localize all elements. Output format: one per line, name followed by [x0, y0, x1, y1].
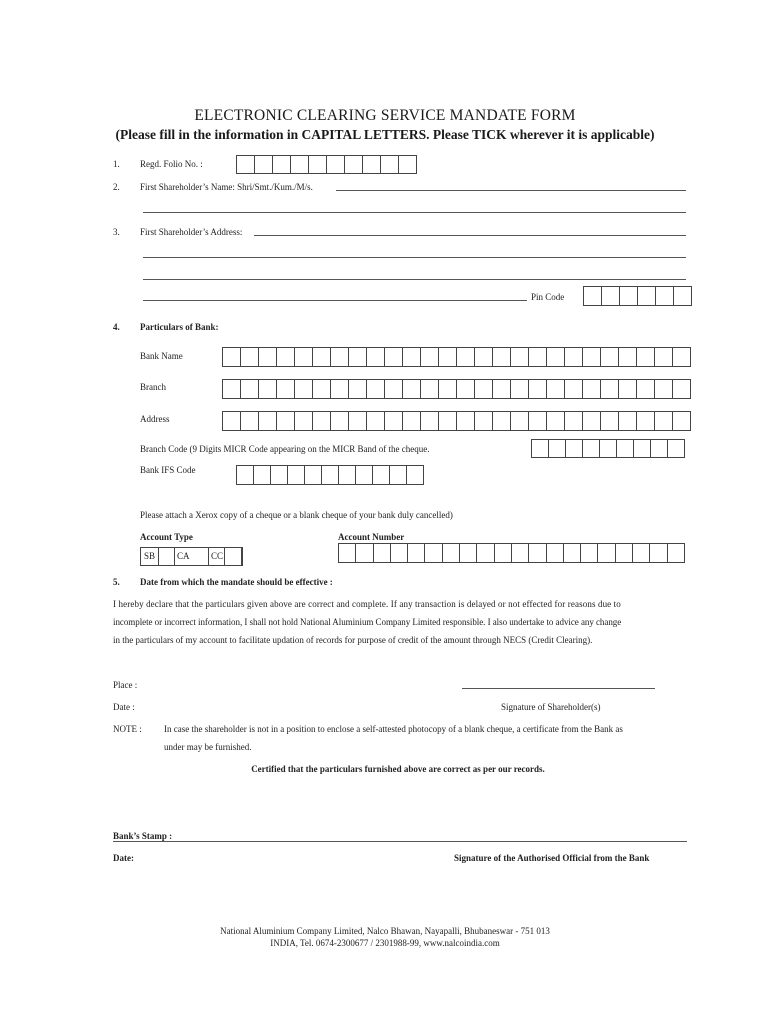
pin-code-input-box[interactable]: [601, 286, 620, 306]
bank-name-input-box[interactable]: [636, 347, 655, 367]
branch-input-box[interactable]: [672, 379, 691, 399]
bank-name-input-box[interactable]: [456, 347, 475, 367]
ifs-code-input-box[interactable]: [338, 465, 356, 485]
bank-name-input-box[interactable]: [492, 347, 511, 367]
branch-input-box[interactable]: [402, 379, 421, 399]
bank-name-input-box[interactable]: [276, 347, 295, 367]
bank-address-input-box[interactable]: [474, 411, 493, 431]
pin-code-input-box[interactable]: [637, 286, 656, 306]
folio-input[interactable]: [236, 155, 417, 174]
bank-address-input-box[interactable]: [582, 411, 601, 431]
bank-name-input-box[interactable]: [618, 347, 637, 367]
account-number-input-box[interactable]: [442, 543, 460, 563]
account-number-input-box[interactable]: [597, 543, 615, 563]
branch-input-box[interactable]: [240, 379, 259, 399]
bank-particulars-heading: Particulars of Bank:: [140, 322, 219, 332]
account-number-input-box[interactable]: [580, 543, 598, 563]
account-type-sb-checkbox[interactable]: [159, 548, 175, 565]
ifs-code-input-box[interactable]: [355, 465, 373, 485]
bank-address-input-box[interactable]: [546, 411, 565, 431]
declaration-line-2: incomplete or incorrect information, I shall not hold National Aluminium Company Limited responsible. I also undertake to advice any change: [113, 617, 622, 627]
bank-name-input-box[interactable]: [582, 347, 601, 367]
branch-input-box[interactable]: [312, 379, 331, 399]
micr-code-input-box[interactable]: [599, 439, 617, 458]
bank-name-input-box[interactable]: [312, 347, 331, 367]
account-type-ca-checkbox[interactable]: [192, 548, 209, 565]
pin-code-input-box[interactable]: [655, 286, 674, 306]
branch-input-box[interactable]: [384, 379, 403, 399]
bank-name-input-box[interactable]: [240, 347, 259, 367]
account-number-input-box[interactable]: [373, 543, 391, 563]
place-label: Place :: [113, 680, 138, 690]
bank-address-input-box[interactable]: [330, 411, 349, 431]
account-number-input[interactable]: [338, 543, 685, 563]
bank-certification-text: Certified that the particulars furnished above are correct as per our records.: [251, 764, 545, 774]
folio-input-box[interactable]: [254, 155, 273, 174]
item-number-2: 2.: [113, 182, 120, 192]
ifs-code-input[interactable]: [236, 465, 424, 485]
ifs-code-input-box[interactable]: [270, 465, 288, 485]
bank-address-input-box[interactable]: [492, 411, 511, 431]
item-number-1: 1.: [113, 159, 120, 169]
account-number-input-box[interactable]: [649, 543, 667, 563]
micr-code-input-box[interactable]: [548, 439, 566, 458]
branch-input-box[interactable]: [456, 379, 475, 399]
branch-input-box[interactable]: [510, 379, 529, 399]
bank-address-input-box[interactable]: [672, 411, 691, 431]
account-type-label: Account Type: [140, 532, 193, 542]
ifs-code-input-box[interactable]: [406, 465, 424, 485]
branch-input-box[interactable]: [618, 379, 637, 399]
bank-name-input-box[interactable]: [564, 347, 583, 367]
branch-input-box[interactable]: [294, 379, 313, 399]
ifs-code-input-box[interactable]: [372, 465, 390, 485]
branch-input-box[interactable]: [582, 379, 601, 399]
account-number-input-box[interactable]: [615, 543, 633, 563]
account-number-input-box[interactable]: [338, 543, 356, 563]
ifs-code-input-box[interactable]: [236, 465, 254, 485]
micr-code-input-box[interactable]: [531, 439, 549, 458]
folio-input-box[interactable]: [398, 155, 417, 174]
bank-address-input-box[interactable]: [564, 411, 583, 431]
account-number-input-box[interactable]: [667, 543, 685, 563]
branch-input-box[interactable]: [600, 379, 619, 399]
account-number-input-box[interactable]: [511, 543, 529, 563]
branch-input-box[interactable]: [366, 379, 385, 399]
bank-name-input-box[interactable]: [474, 347, 493, 367]
bank-address-input-box[interactable]: [600, 411, 619, 431]
account-number-input-box[interactable]: [476, 543, 494, 563]
account-number-input-box[interactable]: [355, 543, 373, 563]
bank-address-input-box[interactable]: [438, 411, 457, 431]
note-label: NOTE :: [113, 724, 142, 734]
ifs-code-input-box[interactable]: [287, 465, 305, 485]
attach-cheque-note: Please attach a Xerox copy of a cheque or a blank cheque of your bank duly cancelled): [140, 510, 453, 520]
bank-name-input-box[interactable]: [546, 347, 565, 367]
micr-code-input-box[interactable]: [633, 439, 651, 458]
branch-input-box[interactable]: [528, 379, 547, 399]
address-input-line-1[interactable]: [254, 235, 686, 236]
branch-input-box[interactable]: [438, 379, 457, 399]
bank-address-input-box[interactable]: [654, 411, 673, 431]
ifs-code-input-box[interactable]: [253, 465, 271, 485]
address-input-line-3[interactable]: [143, 279, 686, 280]
branch-input-box[interactable]: [564, 379, 583, 399]
account-number-input-box[interactable]: [424, 543, 442, 563]
bank-address-input-box[interactable]: [528, 411, 547, 431]
folio-input-box[interactable]: [290, 155, 309, 174]
branch-input-box[interactable]: [654, 379, 673, 399]
bank-address-input-box[interactable]: [402, 411, 421, 431]
branch-input-box[interactable]: [636, 379, 655, 399]
bank-address-input-box[interactable]: [276, 411, 295, 431]
pin-code-input-box[interactable]: [619, 286, 638, 306]
account-number-input-box[interactable]: [528, 543, 546, 563]
bank-name-input-box[interactable]: [420, 347, 439, 367]
bank-address-input-box[interactable]: [420, 411, 439, 431]
folio-input-box[interactable]: [344, 155, 363, 174]
bank-name-input-box[interactable]: [384, 347, 403, 367]
branch-label: Branch: [140, 382, 166, 392]
branch-input-box[interactable]: [330, 379, 349, 399]
pin-code-input[interactable]: [583, 286, 692, 306]
micr-code-input-box[interactable]: [650, 439, 668, 458]
branch-input-box[interactable]: [222, 379, 241, 399]
micr-code-input[interactable]: [531, 439, 685, 458]
account-number-input-box[interactable]: [407, 543, 425, 563]
bank-address-label: Address: [140, 414, 170, 424]
account-number-input-box[interactable]: [632, 543, 650, 563]
footer-contact: INDIA, Tel. 0674-2300677 / 2301988-99, www.nalcoindia.com: [270, 938, 500, 948]
bank-name-input-box[interactable]: [258, 347, 277, 367]
micr-code-input-box[interactable]: [582, 439, 600, 458]
name-label: First Shareholder’s Name: Shri/Smt./Kum./M/s.: [140, 182, 313, 192]
bank-name-input-box[interactable]: [348, 347, 367, 367]
ifs-code-input-box[interactable]: [321, 465, 339, 485]
bank-address-input-box[interactable]: [636, 411, 655, 431]
note-line-2: under may be furnished.: [164, 742, 252, 752]
bank-name-input-box[interactable]: [654, 347, 673, 367]
ifs-code-input-box[interactable]: [304, 465, 322, 485]
branch-input-box[interactable]: [348, 379, 367, 399]
bank-address-input-box[interactable]: [384, 411, 403, 431]
bank-official-signature-label: Signature of the Authorised Official from the Bank: [454, 853, 650, 863]
bank-address-input-box[interactable]: [222, 411, 241, 431]
bank-address-input-box[interactable]: [258, 411, 277, 431]
bank-name-input-box[interactable]: [294, 347, 313, 367]
footer-address: National Aluminium Company Limited, Nalco Bhawan, Nayapalli, Bhubaneswar - 751 013: [220, 926, 550, 936]
bank-address-input-box[interactable]: [618, 411, 637, 431]
account-number-input-box[interactable]: [546, 543, 564, 563]
folio-input-box[interactable]: [362, 155, 381, 174]
branch-input[interactable]: [222, 379, 691, 399]
bank-name-input-box[interactable]: [366, 347, 385, 367]
bank-name-input-box[interactable]: [600, 347, 619, 367]
bank-address-input-box[interactable]: [456, 411, 475, 431]
bank-address-input-box[interactable]: [510, 411, 529, 431]
account-number-input-box[interactable]: [563, 543, 581, 563]
pin-code-label: Pin Code: [531, 292, 565, 302]
shareholder-signature-line[interactable]: [462, 688, 655, 689]
address-input-line-4[interactable]: [143, 300, 527, 301]
account-number-input-box[interactable]: [459, 543, 477, 563]
branch-input-box[interactable]: [276, 379, 295, 399]
name-input-line-2[interactable]: [143, 212, 686, 213]
bank-name-input-box[interactable]: [330, 347, 349, 367]
date-label: Date :: [113, 702, 135, 712]
folio-input-box[interactable]: [380, 155, 399, 174]
folio-input-box[interactable]: [272, 155, 291, 174]
pin-code-input-box[interactable]: [583, 286, 602, 306]
form-subtitle: (Please fill in the information in CAPITAL LETTERS. Please TICK wherever it is applicable): [115, 127, 655, 142]
bank-stamp-line: [113, 841, 687, 842]
branch-input-box[interactable]: [492, 379, 511, 399]
folio-input-box[interactable]: [236, 155, 255, 174]
bank-name-input-box[interactable]: [222, 347, 241, 367]
account-type-sb-label: SB: [144, 551, 156, 561]
account-number-input-box[interactable]: [390, 543, 408, 563]
mandate-date-label: Date from which the mandate should be effective :: [140, 577, 333, 587]
ifs-code-label: Bank IFS Code: [140, 465, 196, 475]
address-label: First Shareholder’s Address:: [140, 227, 243, 237]
item-number-3: 3.: [113, 227, 120, 237]
item-number-5: 5.: [113, 577, 120, 587]
bank-address-input-box[interactable]: [312, 411, 331, 431]
bank-address-input-box[interactable]: [240, 411, 259, 431]
folio-input-box[interactable]: [326, 155, 345, 174]
account-number-label: Account Number: [338, 532, 405, 542]
declaration-line-1: I hereby declare that the particulars given above are correct and complete. If any transaction is delayed or not effected for reasons due to: [113, 599, 621, 609]
name-input-line-1[interactable]: [336, 190, 686, 191]
bank-address-input-box[interactable]: [348, 411, 367, 431]
bank-date-label: Date:: [113, 853, 134, 863]
shareholder-signature-label: Signature of Shareholder(s): [501, 702, 601, 712]
branch-input-box[interactable]: [258, 379, 277, 399]
declaration-line-3: in the particulars of my account to facilitate updation of records for purpose of credit of the amount through NECS (Credit Clearing).: [113, 635, 593, 645]
micr-code-input-box[interactable]: [565, 439, 583, 458]
bank-address-input-box[interactable]: [294, 411, 313, 431]
bank-name-input-box[interactable]: [672, 347, 691, 367]
folio-label: Regd. Folio No. :: [140, 159, 203, 169]
bank-name-input-box[interactable]: [510, 347, 529, 367]
bank-name-input-box[interactable]: [402, 347, 421, 367]
micr-code-input-box[interactable]: [616, 439, 634, 458]
account-type-cc-label: CC: [211, 551, 224, 561]
folio-input-box[interactable]: [308, 155, 327, 174]
bank-stamp-label: Bank’s Stamp :: [113, 831, 173, 841]
bank-name-input-box[interactable]: [528, 347, 547, 367]
bank-name-input[interactable]: [222, 347, 691, 367]
micr-code-input-box[interactable]: [667, 439, 685, 458]
branch-input-box[interactable]: [546, 379, 565, 399]
account-type-options: [140, 547, 243, 566]
account-type-ca-label: CA: [177, 551, 190, 561]
bank-name-input-box[interactable]: [438, 347, 457, 367]
bank-name-label: Bank Name: [140, 351, 183, 361]
branch-input-box[interactable]: [420, 379, 439, 399]
item-number-4: 4.: [113, 322, 120, 332]
address-input-line-2[interactable]: [143, 257, 686, 258]
account-type-cc-checkbox[interactable]: [224, 548, 242, 565]
bank-address-input[interactable]: [222, 411, 691, 431]
form-title: ELECTRONIC CLEARING SERVICE MANDATE FORM: [194, 107, 576, 124]
bank-address-input-box[interactable]: [366, 411, 385, 431]
ifs-code-input-box[interactable]: [389, 465, 407, 485]
branch-input-box[interactable]: [474, 379, 493, 399]
pin-code-input-box[interactable]: [673, 286, 692, 306]
account-number-input-box[interactable]: [494, 543, 512, 563]
branch-code-label: Branch Code (9 Digits MICR Code appearing on the MICR Band of the cheque.: [140, 444, 430, 454]
note-line-1: In case the shareholder is not in a position to enclose a self-attested photocopy of a blank cheque, a certificate from the Bank as: [164, 724, 623, 734]
